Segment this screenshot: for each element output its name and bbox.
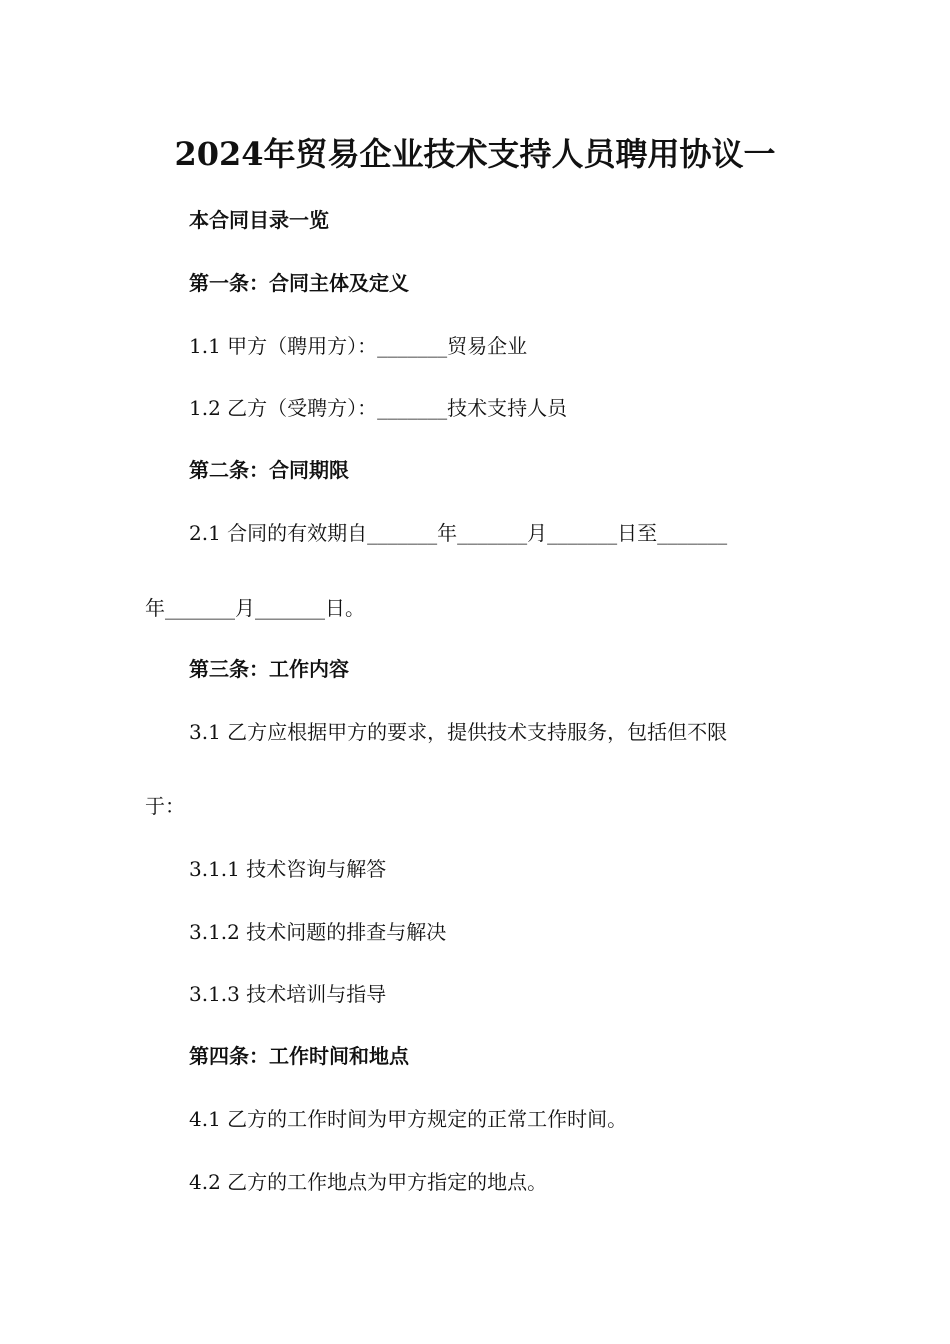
clause-1-2: 1.2 乙方（受聘方）：_______技术支持人员	[189, 396, 568, 420]
clause-4-2: 4.2 乙方的工作地点为甲方指定的地点。	[189, 1170, 548, 1194]
clause-3-1-1: 3.1.1 技术咨询与解答	[189, 857, 387, 881]
clause-3-1-3: 3.1.3 技术培训与指导	[189, 982, 387, 1006]
clause-4-1: 4.1 乙方的工作时间为甲方规定的正常工作时间。	[189, 1107, 628, 1131]
clause-1-1: 1.1 甲方（聘用方）：_______贸易企业	[189, 334, 528, 358]
article-2-heading: 第二条：合同期限	[189, 458, 349, 482]
clause-2-1-continued: 年_______月_______日。	[145, 596, 365, 620]
document-title: 2024年贸易企业技术支持人员聘用协议一	[174, 135, 776, 173]
article-3-heading: 第三条：工作内容	[189, 657, 349, 681]
clause-3-1-continued: 于：	[145, 794, 185, 818]
article-4-heading: 第四条：工作时间和地点	[189, 1044, 409, 1068]
article-1-heading: 第一条：合同主体及定义	[189, 271, 409, 295]
clause-2-1: 2.1 合同的有效期自_______年_______月_______日至_______	[189, 521, 728, 545]
toc-heading: 本合同目录一览	[189, 208, 329, 232]
clause-3-1-2: 3.1.2 技术问题的排查与解决	[189, 920, 447, 944]
clause-3-1: 3.1 乙方应根据甲方的要求，提供技术支持服务，包括但不限	[189, 720, 728, 744]
